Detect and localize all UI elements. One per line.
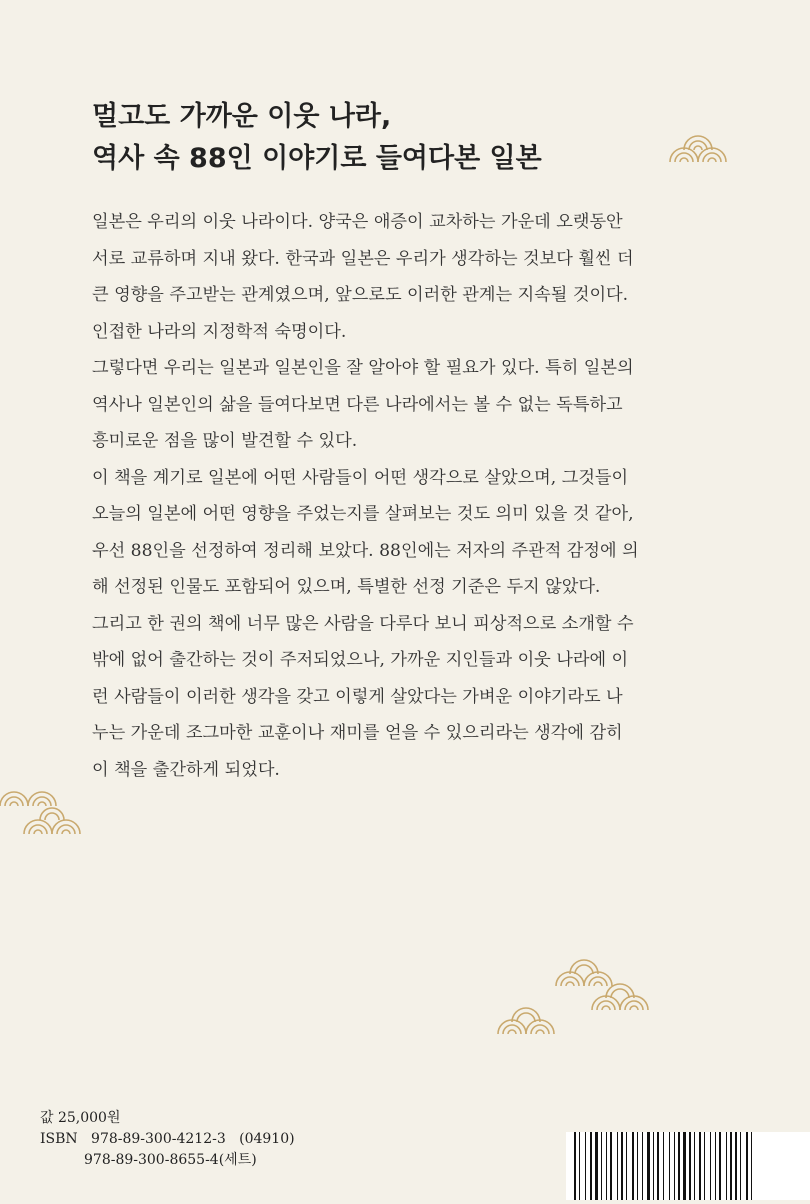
price: 값 25,000원 (40, 1110, 121, 1126)
body-line: 우선 88인을 선정하여 정리해 보았다. 88인에는 저자의 주관적 감정에 의 (92, 540, 639, 561)
cloud-wave-motif-icon (0, 780, 92, 838)
body-line: 오늘의 일본에 어떤 영향을 주었는지를 살펴보는 것도 의미 있을 것 같아, (92, 504, 634, 524)
headline (92, 96, 692, 180)
barcode-icon (566, 1132, 810, 1200)
headline-line-1: 멀고도 가까운 이웃 나라, (92, 101, 392, 132)
body-line: 런 사람들이 이러한 생각을 갖고 이렇게 살았다는 가벼운 이야기라도 나 (92, 686, 623, 707)
cloud-wave-motif-icon (494, 958, 654, 1036)
price-isbn-block (40, 1108, 295, 1171)
headline-line-2: 역사 속 88인 이야기로 들여다본 일본 (92, 143, 542, 174)
isbn-set-note: (세트) (218, 1152, 257, 1168)
body-line: 이 책을 계기로 일본에 어떤 사람들이 어떤 생각으로 살았으며, 그것들이 (92, 467, 629, 488)
body-line: 이 책을 출간하게 되었다. (92, 759, 280, 780)
body-text (92, 204, 732, 788)
body-line: 밖에 없어 출간하는 것이 주저되었으나, 가까운 지인들과 이웃 나라에 이 (92, 650, 629, 670)
body-line: 일본은 우리의 이웃 나라이다. 양국은 애증이 교차하는 가운데 오랫동안 (92, 212, 623, 232)
isbn-label: ISBN (40, 1131, 78, 1147)
body-line: 큰 영향을 주고받는 관계였으며, 앞으로도 이러한 관계는 지속될 것이다. (92, 285, 629, 305)
body-line: 역사나 일본인의 삶을 들여다보면 다른 나라에서는 볼 수 없는 독특하고 (92, 394, 623, 415)
body-line: 서로 교류하며 지내 왔다. 한국과 일본은 우리가 생각하는 것보다 훨씬 더 (92, 248, 634, 269)
body-line: 그렇다면 우리는 일본과 일본인을 잘 알아야 할 필요가 있다. 특히 일본의 (92, 358, 634, 378)
cloud-wave-motif-icon (666, 128, 732, 164)
body-line: 해 선정된 인물도 포함되어 있으며, 특별한 선정 기준은 두지 않았다. (92, 577, 601, 597)
body-line: 누는 가운데 조그마한 교훈이나 재미를 얻을 수 있으리라는 생각에 감히 (92, 723, 623, 743)
isbn-set-number: 978-89-300-8655-4 (84, 1152, 219, 1168)
isbn-row-2 (40, 1150, 295, 1171)
body-line: 그리고 한 권의 책에 너무 많은 사람을 다루다 보니 피상적으로 소개할 수 (92, 613, 634, 634)
isbn-number: 978-89-300-4212-3 (91, 1131, 226, 1147)
barcode (566, 1132, 810, 1200)
body-line: 흥미로운 점을 많이 발견할 수 있다. (92, 431, 358, 451)
isbn-row-1 (40, 1129, 295, 1150)
isbn-code: (04910) (239, 1131, 295, 1147)
body-line: 인접한 나라의 지정학적 숙명이다. (92, 321, 347, 342)
